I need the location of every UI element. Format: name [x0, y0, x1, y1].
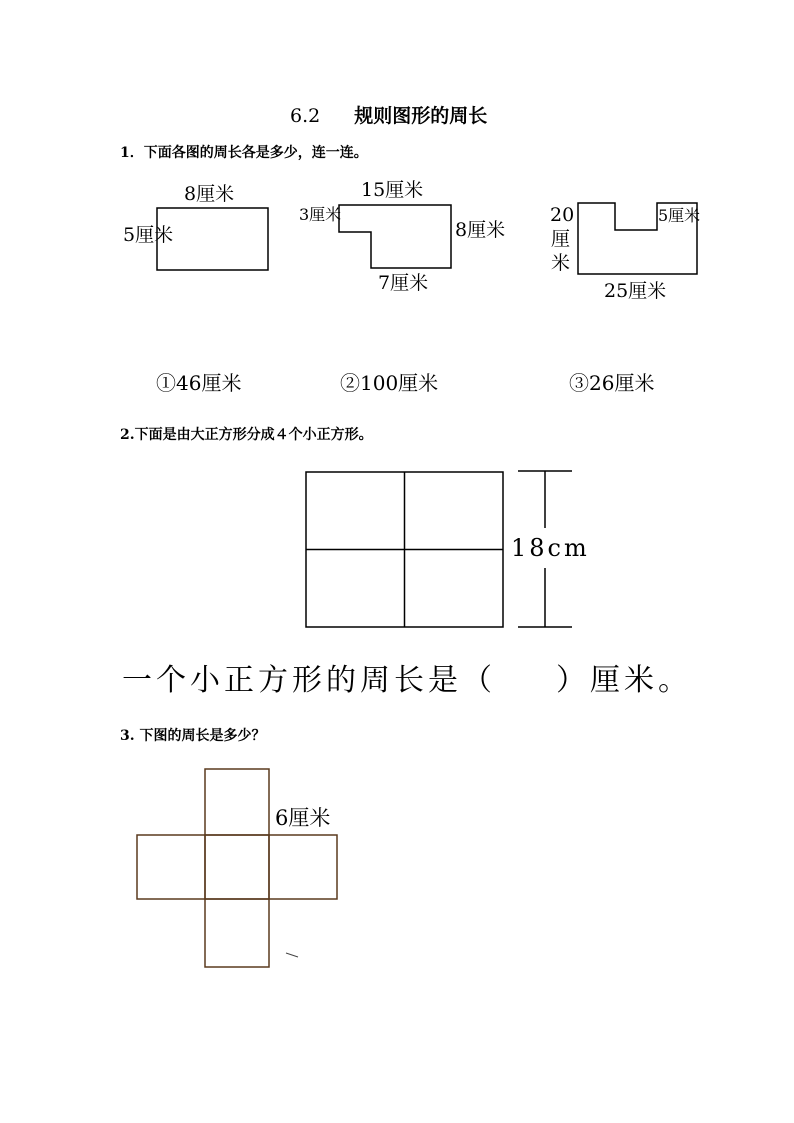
q2-dimension-label: 18cm	[511, 534, 590, 562]
q2-answer-sentence	[122, 663, 692, 698]
question-2-prompt: 2.下面是由大正方形分成４个小正方形。	[120, 427, 373, 443]
fig3-notch-label: 5厘米	[658, 206, 701, 225]
question-1-prompt: 1．下面各图的周长各是多少，连一连。	[120, 145, 368, 161]
fig1-top-label: 8厘米	[184, 183, 235, 205]
section-number: 6.2	[290, 105, 321, 127]
stray-mark	[286, 953, 298, 957]
fig2-right-label: 8厘米	[455, 219, 506, 241]
fig3-left-label-unit-1: 厘	[551, 228, 571, 250]
option-3: ③26厘米	[569, 371, 655, 395]
q1-rectangle-figure	[157, 208, 268, 270]
option-1: ①46厘米	[156, 371, 242, 395]
q2-sentence-after: ）厘米。	[556, 663, 692, 698]
fig2-top-label: 15厘米	[361, 179, 424, 201]
fig1-left-label: 5厘米	[123, 224, 174, 246]
q3-cross-figure	[137, 769, 337, 967]
section-title: 规则图形的周长	[354, 105, 488, 127]
fig3-bottom-label: 25厘米	[604, 280, 667, 302]
q2-square-grid	[306, 472, 503, 627]
q3-side-label: 6厘米	[275, 806, 331, 830]
fig3-left-label-number: 20	[550, 204, 575, 226]
fig2-left-label: 3厘米	[299, 205, 342, 224]
fig3-left-label-unit-2: 米	[551, 252, 571, 274]
question-3-prompt: 3. 下图的周长是多少？	[120, 728, 266, 744]
q1-l-shape-figure	[339, 205, 451, 268]
option-2: ②100厘米	[340, 371, 439, 395]
q2-sentence-before: 一个小正方形的周长是（	[122, 663, 496, 698]
fig2-bottom-label: 7厘米	[378, 272, 429, 294]
